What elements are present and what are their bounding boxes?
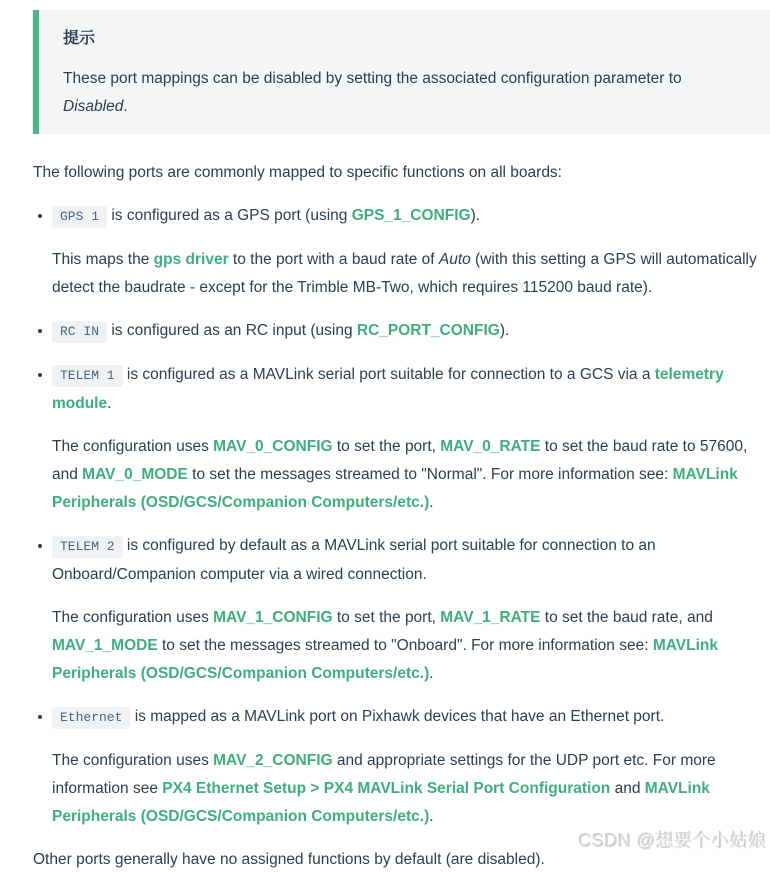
doc-link[interactable]: PX4 Ethernet Setup > PX4 MAVLink Serial Port Configuration [162,780,611,797]
bullet-lead: TELEM 2 is configured by default as a MAVLink serial port suitable for connection to an Onboard/Companion computer via a wired connection. [52,537,656,583]
bullet-lead: RC IN is configured as an RC input (using RC_PORT_CONFIG). [52,317,770,346]
doc-link[interactable]: MAV_1_RATE [440,609,541,626]
tip-title: 提示 [63,30,96,47]
doc-link[interactable]: GPS_1_CONFIG [351,207,471,224]
list-item [52,361,770,517]
code-chip: GPS 1 [52,206,107,228]
bullet-lead: TELEM 1 is configured as a MAVLink serial port suitable for connection to a GCS via a telemetry module. [52,366,724,412]
doc-link[interactable]: gps driver [153,251,229,268]
tip-callout [33,10,770,134]
doc-link[interactable]: MAVLink Peripherals (OSD/GCS/Companion Computers/etc.) [52,637,718,682]
code-chip: TELEM 2 [52,536,123,558]
code-chip: TELEM 1 [52,365,123,387]
doc-link[interactable]: RC_PORT_CONFIG [356,322,500,339]
bullet-paragraph: The configuration uses MAV_0_CONFIG to set the port, MAV_0_RATE to set the baud rate to 57600, and MAV_0_MODE to set the messages streamed to "Normal". For more information see: MAVLink Peripherals (OSD/GCS/Companion Computers/etc.). [52,438,748,511]
list-item [52,703,770,831]
doc-link[interactable]: MAV_0_CONFIG [213,438,333,455]
bullet-paragraph: The configuration uses MAV_1_CONFIG to set the port, MAV_1_RATE to set the baud rate, and MAV_1_MODE to set the messages streamed to "Onboard". For more information see: MAVLink Peripherals (OSD/GCS/Companion Computers/etc.). [52,609,718,682]
bullet-paragraph: The configuration uses MAV_2_CONFIG and appropriate settings for the UDP port etc. For more information see PX4 Ethernet Setup > PX4 MAVLink Serial Port Configuration and MAVLink Peripherals (OSD/GCS/Companion Computers/etc.). [52,752,716,825]
list-item [52,532,770,688]
tip-body: These port mappings can be disabled by setting the associated configuration parameter to Disabled. [63,70,682,115]
doc-link[interactable]: MAV_1_CONFIG [213,609,333,626]
outro-paragraph: Other ports generally have no assigned functions by default (are disabled). [33,851,545,868]
doc-link[interactable]: MAV_1_MODE [52,637,158,654]
italic-text: Auto [438,251,471,268]
code-chip: RC IN [52,321,107,343]
doc-link[interactable]: MAVLink Peripherals (OSD/GCS/Companion Computers/etc.) [52,780,710,825]
bullet-lead: Ethernet is mapped as a MAVLink port on Pixhawk devices that have an Ethernet port. [52,703,770,732]
italic-text: Disabled [63,98,124,115]
doc-link[interactable]: telemetry module [52,366,724,412]
doc-link[interactable]: MAV_0_MODE [82,466,188,483]
doc-link[interactable]: MAV_0_RATE [440,438,541,455]
intro-paragraph: The following ports are commonly mapped to specific functions on all boards: [33,164,562,181]
csdn-watermark: CSDN @想要个小姑娘 [578,831,767,851]
bullet-paragraph: This maps the gps driver to the port with a baud rate of Auto (with this setting a GPS will automatically detect the baudrate - except for the Trimble MB-Two, which requires 115200 baud rate). [52,251,757,296]
doc-link[interactable]: MAVLink Peripherals (OSD/GCS/Companion Computers/etc.) [52,466,738,511]
doc-link[interactable]: MAV_2_CONFIG [213,752,333,769]
bullet-lead: GPS 1 is configured as a GPS port (using GPS_1_CONFIG). [52,202,770,231]
port-mapping-list [33,202,770,831]
list-item [52,317,770,346]
list-item [52,202,770,302]
code-chip: Ethernet [52,707,130,729]
